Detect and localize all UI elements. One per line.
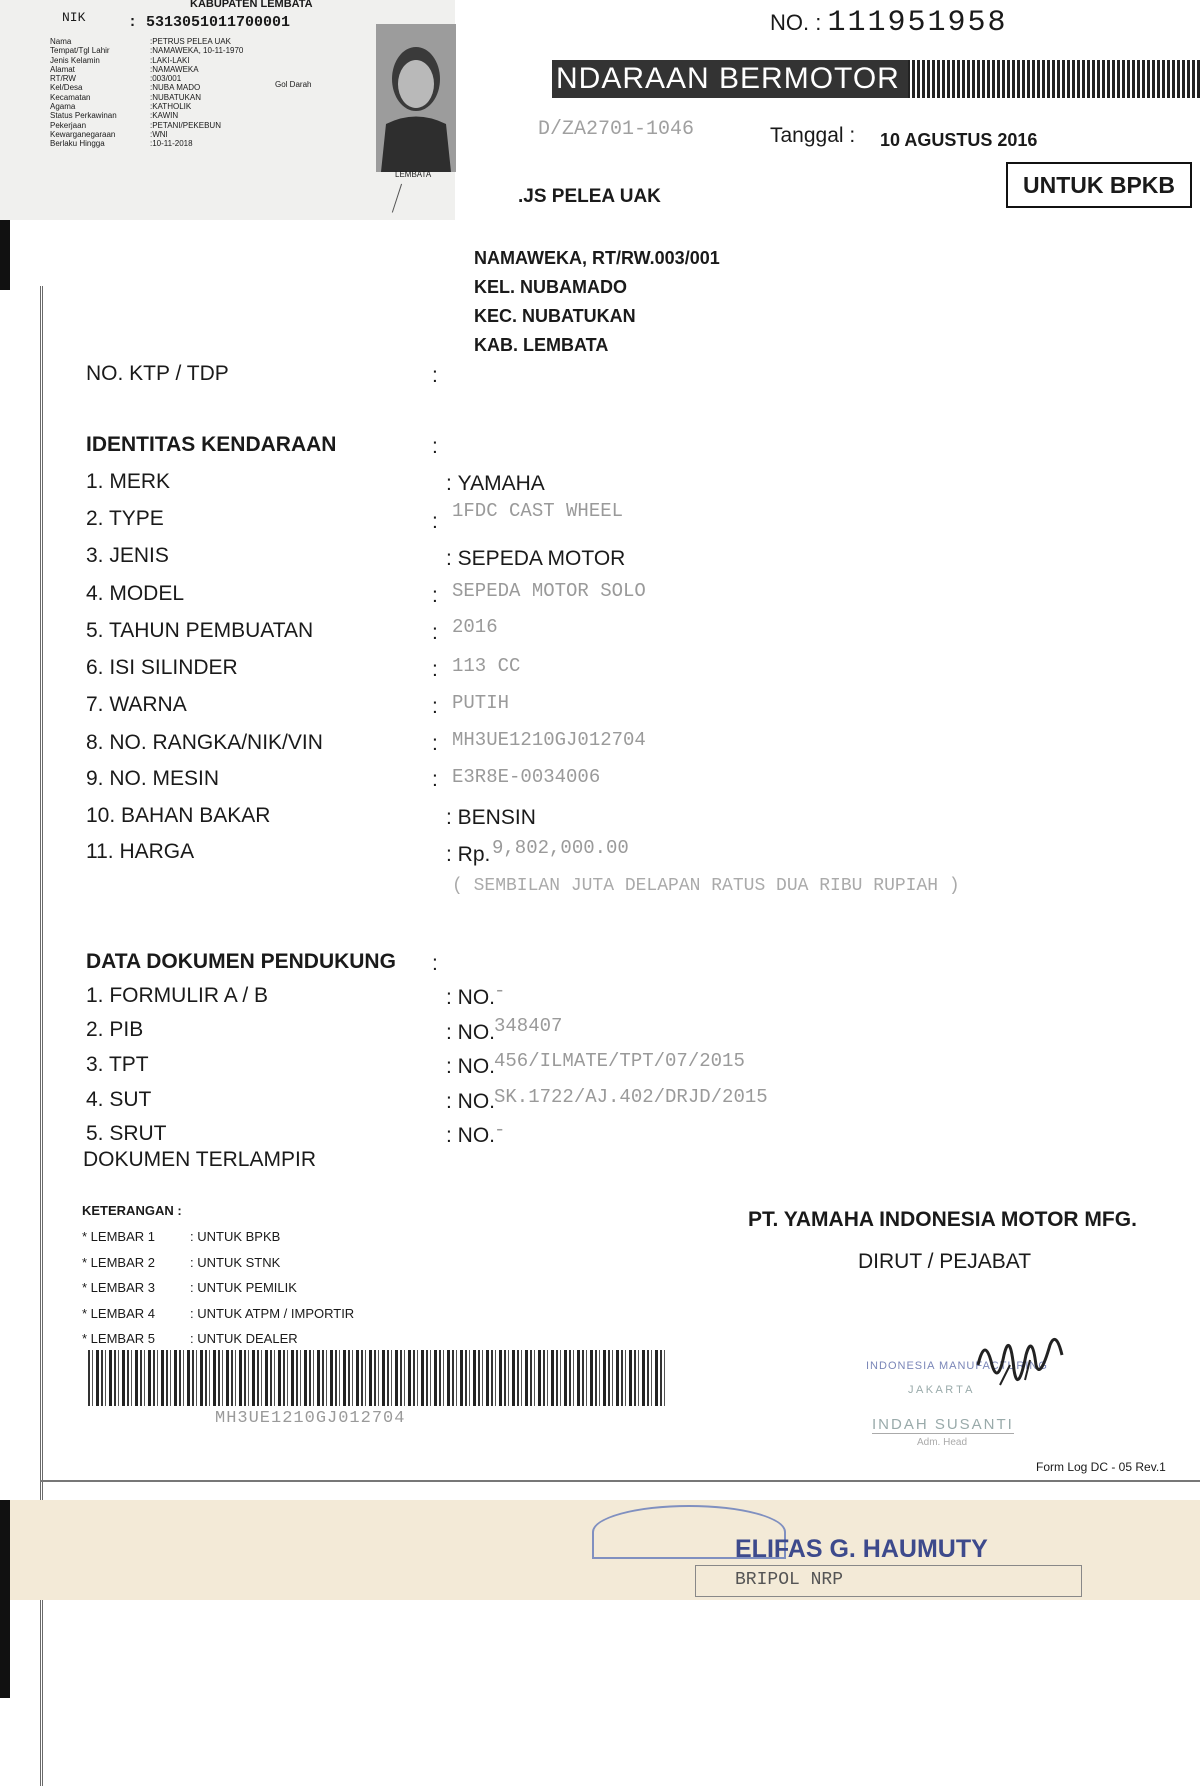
owner-address-line: NAMAWEKA, RT/RW.003/001: [474, 248, 720, 268]
vehicle-row-label: 10. BAHAN BAKAR: [86, 804, 271, 827]
note-purpose: : UNTUK ATPM / IMPORTIR: [190, 1306, 355, 1321]
officer-name: ELIFAS G. HAUMUTY: [735, 1535, 988, 1563]
vehicle-year-value: 2016: [452, 616, 498, 638]
ktp-field-label: Alamat: [50, 64, 75, 74]
ktp-field-label: Berlaku Hingga: [50, 139, 105, 149]
vehicle-row-label: 6. ISI SILINDER: [86, 656, 238, 679]
barcode-text: MH3UE1210GJ012704: [215, 1409, 406, 1428]
ktp-field-value: :KATHOLIK: [150, 102, 192, 112]
signer-position: DIRUT / PEJABAT: [858, 1250, 1032, 1273]
ktp-field-value: :003/001: [150, 74, 182, 84]
note-purpose: : UNTUK STNK: [190, 1255, 281, 1270]
ktp-field-label: Status Perkawinan: [50, 111, 117, 121]
vehicle-row-label: 9. NO. MESIN: [86, 767, 220, 790]
form-bottom-border: [40, 1480, 1200, 1482]
signature-icon: [970, 1325, 1080, 1410]
company-name: PT. YAMAHA INDONESIA MOTOR MFG.: [748, 1208, 1137, 1231]
vehicle-cc-value: 113 CC: [452, 655, 521, 677]
vehicle-row-label: 7. WARNA: [86, 693, 187, 716]
ktp-nik-label: NIK: [62, 10, 86, 25]
form-log: Form Log DC - 05 Rev.1: [1036, 1460, 1166, 1474]
owner-address-line: KEC. NUBATUKAN: [474, 306, 636, 326]
document-row-value: 348407: [494, 1015, 563, 1037]
vehicle-row-label: 11. HARGA: [86, 840, 195, 863]
ktp-photocopy: [0, 0, 455, 220]
date-value: 10 AGUSTUS 2016: [880, 130, 1038, 150]
vehicle-row-label: 3. JENIS: [86, 544, 169, 567]
document-row-value: SK.1722/AJ.402/DRJD/2015: [494, 1086, 768, 1108]
company-stamp-city: J A K A R T A: [908, 1384, 973, 1396]
officer-rank: BRIPOL NRP: [735, 1570, 844, 1590]
ktp-field-value: :NAMAWEKA, 10-11-1970: [150, 46, 244, 56]
vehicle-jenis-value: SEPEDA MOTOR: [457, 547, 626, 570]
document-row-prefix: : NO.: [446, 1055, 496, 1078]
document-no-prefix: NO.: [457, 1055, 496, 1078]
vehicle-engine-value: E3R8E-0034006: [452, 766, 601, 788]
vehicle-type-value: 1FDC CAST WHEEL: [452, 500, 624, 522]
note-sheet: * LEMBAR 1: [82, 1229, 155, 1244]
vehicle-row-label: 5. TAHUN PEMBUATAN: [86, 619, 314, 642]
document-row-value: -: [494, 980, 506, 1002]
document-no-prefix: NO.: [457, 1021, 496, 1044]
ktp-signature: [392, 184, 419, 218]
document-number: [770, 6, 1008, 40]
reference-number: D/ZA2701-1046: [538, 118, 695, 141]
vehicle-row-value: : SEPEDA MOTOR: [446, 547, 626, 570]
notes-title: KETERANGAN :: [82, 1203, 182, 1218]
signer-title: Adm. Head: [917, 1437, 968, 1448]
ktp-field-value: :PETRUS PELEA UAK: [150, 37, 231, 46]
document-row-label: 5. SRUT: [86, 1122, 167, 1145]
owner-name: .JS PELEA UAK: [518, 186, 661, 207]
document-row-value: -: [494, 1119, 506, 1141]
ktp-gol-darah: Gol Darah: [275, 80, 312, 89]
ktp-field-label: Tempat/Tgl Lahir: [50, 46, 110, 56]
ktp-field-label: RT/RW: [50, 74, 76, 84]
ktp-field-label: Kewarganegaraan: [50, 129, 116, 139]
ktp-field-label: Agama: [50, 102, 76, 112]
vehicle-row-label: 8. NO. RANGKA/NIK/VIN: [86, 731, 323, 754]
vehicle-row-value: : YAMAHA: [446, 472, 545, 495]
document-title: NDARAAN BERMOTOR: [552, 60, 908, 98]
colon: :: [432, 695, 438, 718]
vehicle-merk-value: YAMAHA: [457, 472, 545, 495]
left-page-edge-lower: [0, 1500, 10, 1698]
signer-name: INDAH SUSANTI: [872, 1416, 1014, 1433]
vehicle-row-label: 4. MODEL: [86, 582, 185, 605]
colon: :: [432, 768, 438, 791]
owner-address-line: KEL. NUBAMADO: [474, 277, 627, 297]
document-row-label: 3. TPT: [86, 1053, 149, 1076]
document-row-label: 4. SUT: [86, 1088, 152, 1111]
colon: :: [432, 658, 438, 681]
ktp-field-label: Kecamatan: [50, 92, 91, 102]
ktp-field-value: :PETANI/PEKEBUN: [150, 120, 221, 130]
document-row-label: 1. FORMULIR A / B: [86, 984, 269, 1007]
ktp-field-value: :10-11-2018: [150, 139, 193, 149]
vin-barcode: [88, 1350, 668, 1406]
colon: :: [432, 584, 438, 607]
document-row-label: 2. PIB: [86, 1018, 144, 1041]
owner-address-line: KAB. LEMBATA: [474, 335, 609, 355]
note-sheet: * LEMBAR 4: [82, 1306, 155, 1321]
colon: :: [432, 510, 438, 533]
ktp-field-value: :NAMAWEKA: [150, 64, 199, 74]
note-sheet: * LEMBAR 2: [82, 1255, 155, 1270]
documents-section-title: DATA DOKUMEN PENDUKUNG: [86, 950, 396, 973]
vehicle-row-label: 2. TYPE: [86, 507, 164, 530]
ktp-field-label: Pekerjaan: [50, 120, 87, 130]
colon: :: [432, 364, 438, 387]
attached-documents-label: DOKUMEN TERLAMPIR: [83, 1148, 316, 1171]
document-number-label: NO. :: [770, 10, 822, 35]
vehicle-section-title: IDENTITAS KENDARAAN: [86, 433, 337, 456]
note-purpose: : UNTUK DEALER: [190, 1331, 298, 1346]
ktp-photo: [376, 24, 456, 172]
ktp-field-value: :KAWIN: [150, 111, 179, 121]
ktp-field-value: :NUBA MADO: [150, 83, 201, 93]
document-row-prefix: : NO.: [446, 1124, 496, 1147]
ktp-fields: [50, 37, 300, 149]
document-no-prefix: NO.: [457, 986, 496, 1009]
ktp-issue-place: LEMBATA: [395, 170, 432, 179]
ktp-field-label: Nama: [50, 37, 72, 46]
copy-designation-box: UNTUK BPKB: [1006, 162, 1192, 208]
ktp-nik-value: : 5313051011700001: [128, 14, 291, 31]
date-label: Tanggal :: [770, 124, 856, 147]
vehicle-vin-value: MH3UE1210GJ012704: [452, 729, 646, 751]
note-purpose: : UNTUK BPKB: [190, 1229, 281, 1244]
note-sheet: * LEMBAR 5: [82, 1331, 155, 1346]
currency-label: Rp.: [457, 843, 491, 866]
ktp-tdp-label: NO. KTP / TDP: [86, 362, 229, 385]
vehicle-price-words: ( SEMBILAN JUTA DELAPAN RATUS DUA RIBU RUPIAH ): [452, 876, 960, 896]
vehicle-row-value: : Rp.: [446, 843, 491, 866]
note-purpose: : UNTUK PEMILIK: [190, 1280, 297, 1295]
ktp-field-value: :NUBATUKAN: [150, 92, 201, 102]
vehicle-color-value: PUTIH: [452, 692, 510, 714]
company-stamp-text: INDONESIA MANUFACTURING: [866, 1360, 1048, 1372]
vehicle-row-value: : BENSIN: [446, 806, 536, 829]
document-row-prefix: : NO.: [446, 1090, 496, 1113]
document-number-value: 111951958: [827, 6, 1008, 40]
document-row-prefix: : NO.: [446, 986, 496, 1009]
ktp-field-value: :LAKI-LAKI: [150, 55, 190, 65]
vehicle-row-label: 1. MERK: [86, 470, 171, 493]
document-no-prefix: NO.: [457, 1124, 496, 1147]
colon: :: [432, 952, 438, 975]
colon: :: [432, 732, 438, 755]
colon: :: [432, 435, 438, 458]
ktp-field-label: Kel/Desa: [50, 83, 83, 93]
document-row-value: 456/ILMATE/TPT/07/2015: [494, 1050, 745, 1072]
vehicle-price-value: 9,802,000.00: [492, 837, 629, 859]
ktp-field-label: Jenis Kelamin: [50, 55, 100, 65]
ktp-region: KABUPATEN LEMBATA: [190, 0, 313, 10]
ktp-field-value: :WNI: [150, 129, 168, 139]
document-no-prefix: NO.: [457, 1090, 496, 1113]
vehicle-fuel-value: BENSIN: [457, 806, 536, 829]
vehicle-model-value: SEPEDA MOTOR SOLO: [452, 580, 646, 602]
note-sheet: * LEMBAR 3: [82, 1280, 155, 1295]
colon: :: [432, 621, 438, 644]
document-row-prefix: : NO.: [446, 1021, 496, 1044]
